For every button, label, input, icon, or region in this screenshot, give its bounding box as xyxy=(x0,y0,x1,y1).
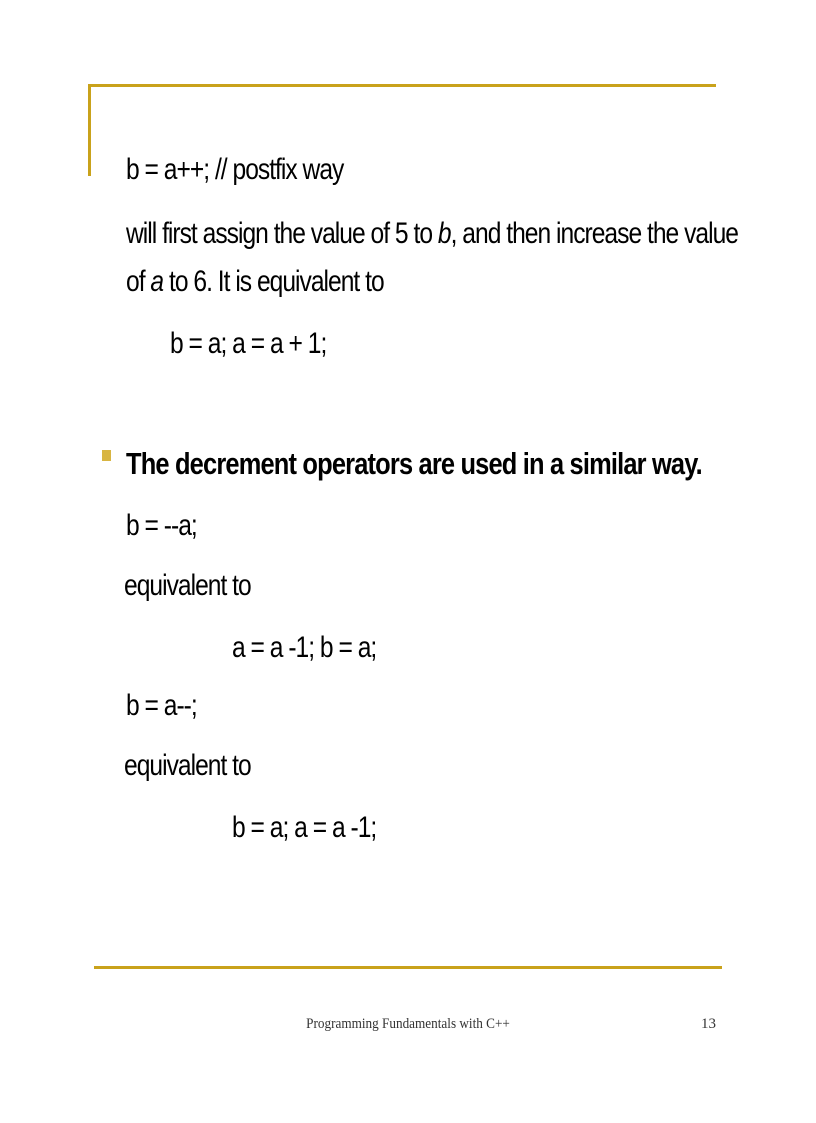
bullet-heading: The decrement operators are used in a similar way. xyxy=(126,446,702,481)
explanation-2-text-a: of xyxy=(126,265,151,298)
postfix-code-line: b = a++; // postfix way xyxy=(126,153,344,186)
equivalent-code-line: b = a; a = a + 1; xyxy=(170,327,327,360)
explanation-line-1 xyxy=(126,216,738,252)
bullet-square-icon xyxy=(102,450,111,461)
bottom-rule xyxy=(94,966,722,969)
postfix-equivalent-label: equivalent to xyxy=(124,749,251,782)
prefix-equivalent-label: equivalent to xyxy=(124,569,251,602)
explanation-2-text-b: to 6. It is equivalent to xyxy=(163,265,384,298)
explanation-line-2 xyxy=(126,264,384,300)
postfix-equivalent-code: b = a; a = a -1; xyxy=(232,811,377,844)
page-number: 13 xyxy=(701,1016,716,1032)
prefix-equivalent-code: a = a -1; b = a; xyxy=(232,631,377,664)
top-rule xyxy=(88,84,716,87)
footer-title: Programming Fundamentals with C++ xyxy=(306,1016,510,1032)
postfix-decrement-code: b = a--; xyxy=(126,689,197,722)
explanation-1-var: b xyxy=(437,217,451,250)
explanation-1-text-a: will first assign the value of 5 to xyxy=(126,217,438,250)
explanation-1-text-b: , and then increase the value xyxy=(450,217,738,250)
explanation-2-var: a xyxy=(150,265,164,298)
left-rule xyxy=(88,84,91,176)
prefix-decrement-code: b = --a; xyxy=(126,509,197,542)
